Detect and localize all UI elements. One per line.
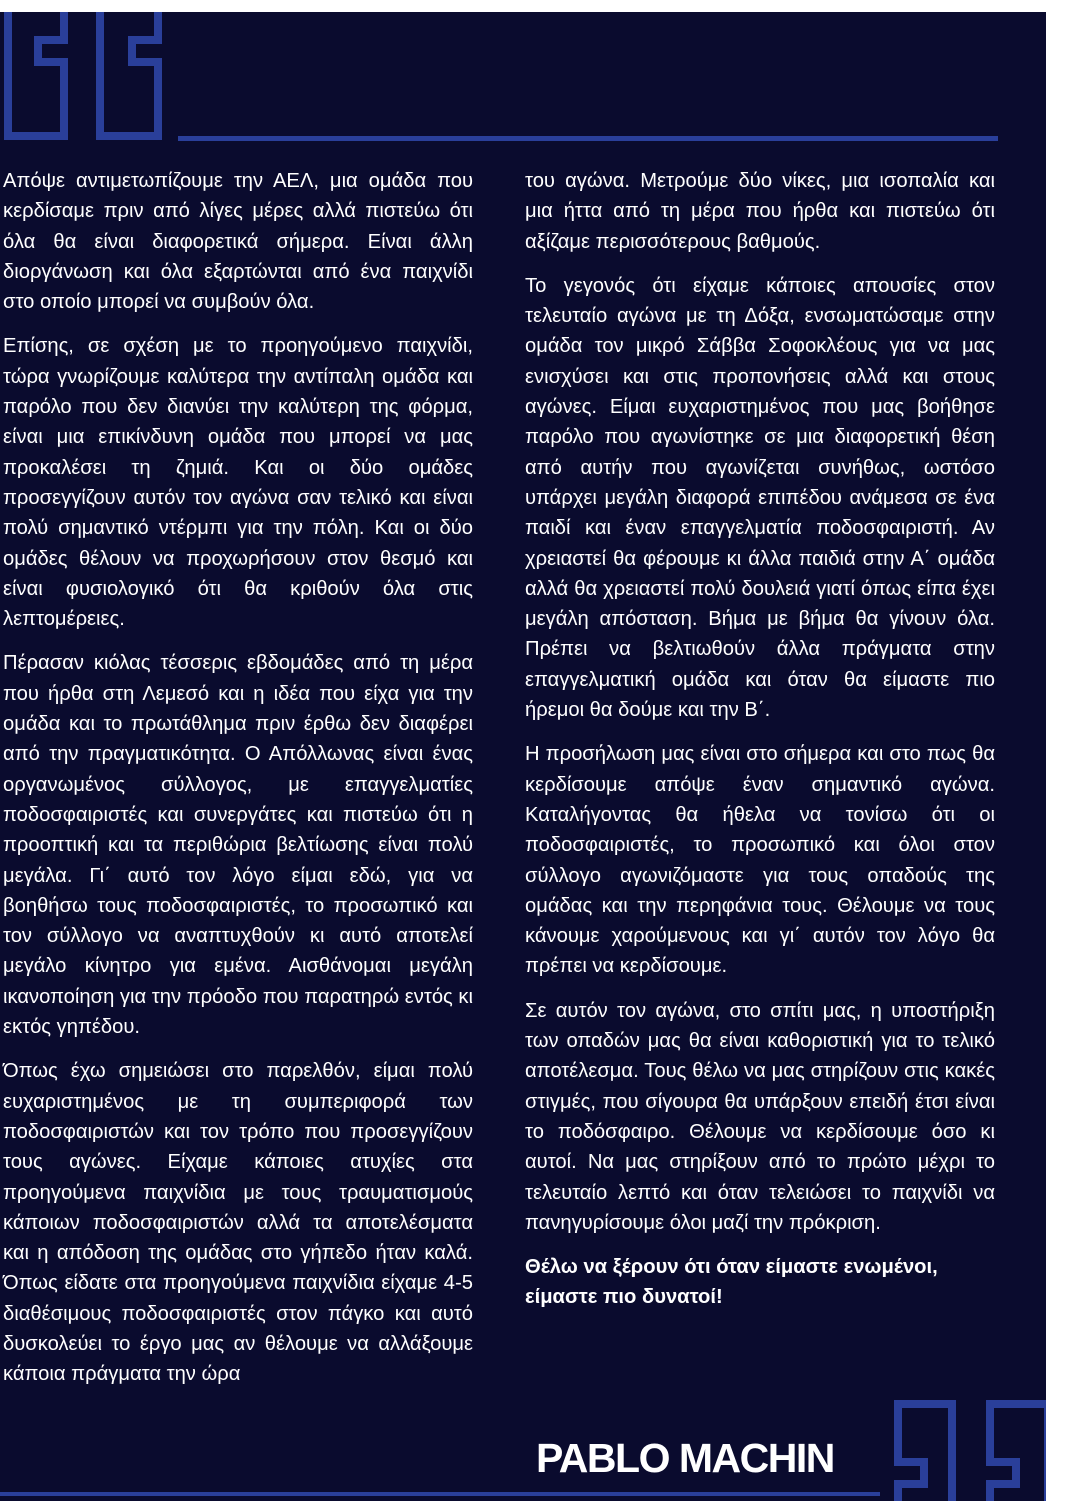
open-quote-icon [0,12,172,155]
article-left-column [3,166,473,1404]
paragraph: Το γεγονός ότι είχαμε κάποιες απουσίες στον τελευταίο αγώνα με τη Δόξα, ενσωματώσαμε στην ομάδα τον μικρό Σάββα Σοφοκλέους για να μας ενισχύσει και στις προπονήσεις αλλά και στους αγώνες. Είμαι ευχαριστημένος που μας βοήθησε παρόλο που αγωνίστηκε σε μια διαφορετική θέση από αυτήν που αγωνίζεται συνήθως, ωστόσο υπάρχει μεγάλη διαφορά επιπέδου ανάμεσα σε ένα παιδί και έναν επαγγελματία ποδοσφαιριστή. Αν χρειαστεί θα φέρουμε κι άλλα παιδιά στην Α΄ ομάδα αλλά θα χρειαστεί πολύ δουλειά γιατί όπως είπα έχει μεγάλη απόσταση. Βήμα με βήμα θα γίνουν όλα. Πρέπει να βελτιωθούν άλλα πράγματα στην επαγγελματική ομάδα και όταν θα είμαστε πιο ήρεμοι θα δούμε και την Β΄. [525,274,995,722]
article-right-column [525,166,995,1327]
paragraph: Όπως έχω σημειώσει στο παρελθόν, είμαι πολύ ευχαριστημένος με τη συμπεριφορά των ποδοσφαιριστών και τον τρόπο που προσεγγίζουν τους αγώνες. Είχαμε κάποιες ατυχίες στα προηγούμενα παιχνίδια με τους τραυματισμούς κάποιων ποδοσφαιριστών αλλά τα αποτελέσματα και η απόδοση της ομάδας στο γήπεδο ήταν καλά. Όπως είδατε στα προηγούμενα παιχνίδια είχαμε 4-5 διαθέσιμους ποδοσφαιριστές στον πάγκο και αυτό δυσκολεύει το έργο μας αν θέλουμε να αλλάξουμε κάποια πράγματα την ώρα [3,1060,473,1386]
paragraph: Απόψε αντιμετωπίζουμε την ΑΕΛ, μια ομάδα που κερδίσαμε πριν από λίγες μέρες αλλά πιστεύω ότι όλα θα είναι διαφορετικά σήμερα. Είναι άλλη διοργάνωση και όλα εξαρτώνται από ένα παιχνίδι στο οποίο μπορεί να συμβούν όλα. [3,170,473,314]
paragraph: Επίσης, σε σχέση με το προηγούμενο παιχνίδι, τώρα γνωρίζουμε καλύτερα την αντίπαλη ομάδα και παρόλο που δεν διανύει την καλύτερη της φόρμα, είναι μια επικίνδυνη ομάδα που μπορεί να μας προκαλέσει τη ζημιά. Και οι δύο ομάδες προσεγγίζουν αυτόν τον αγώνα σαν τελικό και είναι πολύ σημαντικό ντέρμπι για την πόλη. Και οι δύο ομάδες θέλουν να προχωρήσουν στον θεσμό και είναι φυσιολογικό ότι θα κριθούν όλα στις λεπτομέρειες. [3,335,473,631]
article-page [0,12,1046,1501]
paragraph: Η προσήλωση μας είναι στο σήμερα και στο πως θα κερδίσουμε απόψε έναν σημαντικό αγώνα. Καταλήγοντας θα ήθελα να τονίσω ότι οι ποδοσφαιριστές, το προσωπικό και όλοι στον σύλλογο αγωνιζόμαστε για τους οπαδούς της ομάδας και την περηφάνια τους. Θέλουμε να τους κάνουμε χαρούμενους και γι΄ αυτόν τον λόγο θα πρέπει να κερδίσουμε. [525,743,995,978]
bottom-divider [0,1492,880,1496]
paragraph: του αγώνα. Μετρούμε δύο νίκες, μια ισοπαλία και μια ήττα από τη μέρα που ήρθα και πιστεύω ότι αξίζαμε περισσότερους βαθμούς. [525,170,995,253]
close-quote-icon [890,1398,1046,1501]
author-signature: PABLO MACHIN [536,1435,834,1481]
paragraph: Σε αυτόν τον αγώνα, στο σπίτι μας, η υποστήριξη των οπαδών μας θα είναι καθοριστική για το τελικό αποτέλεσμα. Τους θέλω να μας στηρίζουν στις κακές στιγμές, που σίγουρα θα υπάρξουν επειδή έτσι είναι το ποδόσφαιρο. Θέλουμε να κερδίσουμε όσο κι αυτοί. Να μας στηρίξουν από το πρώτο μέχρι το τελευταίο λεπτό και όταν τελειώσει το παιχνίδι να πανηγυρίσουμε όλοι μαζί την πρόκριση. [525,999,995,1234]
paragraph: Πέρασαν κιόλας τέσσερις εβδομάδες από τη μέρα που ήρθα στη Λεμεσό και η ιδέα που είχα για την ομάδα και το πρωτάθλημα πριν έρθω δεν διαφέρει από την πραγματικότητα. Ο Απόλλωνας είναι ένας οργανωμένος σύλλογος, με επαγγελματίες ποδοσφαιριστές και συνεργάτες και πιστεύω ότι η προοπτική και τα περιθώρια βελτίωσης είναι πολύ μεγάλα. Γι΄ αυτό τον λόγο είμαι εδώ, για να βοηθήσω τους ποδοσφαιριστές, το προσωπικό και τον σύλλογο να αναπτυχθούν κι αυτό αποτελεί μεγάλο κίνητρο για εμένα. Αισθάνομαι μεγάλη ικανοποίηση για την πρόοδο που παρατηρώ εντός κι εκτός γηπέδου. [3,652,473,1039]
closing-statement: Θέλω να ξέρουν ότι όταν είμαστε ενωμένοι, είμαστε πιο δυνατοί! [525,1256,938,1309]
top-divider [178,136,998,141]
